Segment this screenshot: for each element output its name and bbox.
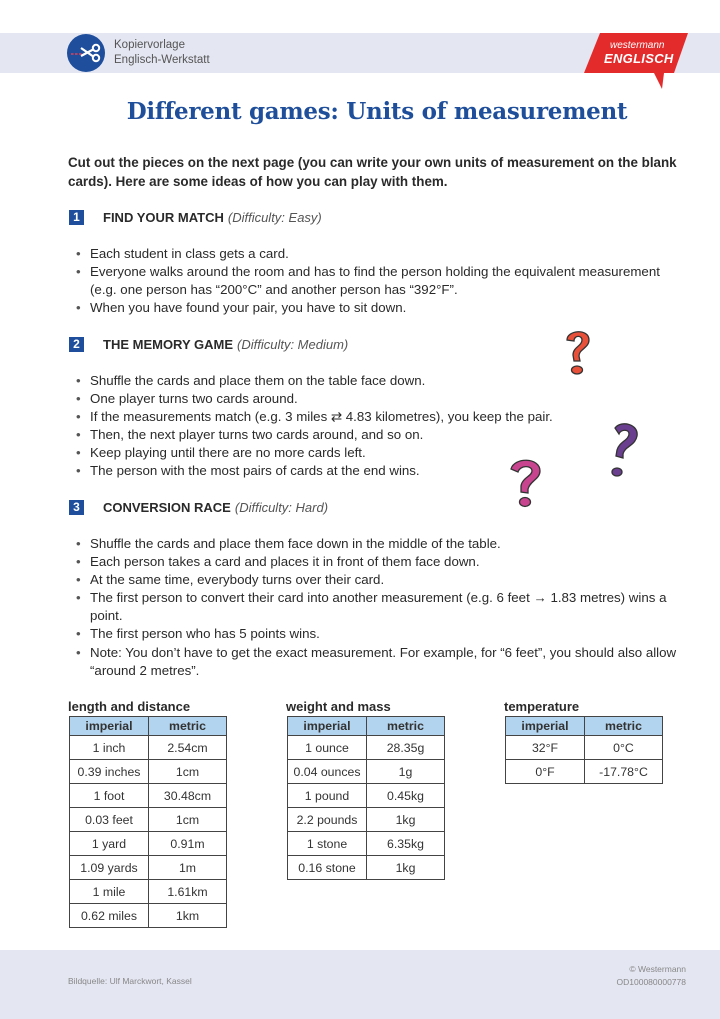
table-row	[70, 808, 227, 832]
length-distance-table	[69, 716, 227, 928]
column-header-metric: metric	[149, 717, 227, 736]
table-header-row	[288, 717, 445, 736]
series-line-2: Englisch-Werkstatt	[114, 54, 210, 66]
column-header-metric: metric	[585, 717, 663, 736]
metric-cell: 1cm	[149, 760, 227, 784]
imperial-cell: 0°F	[506, 760, 585, 784]
table-row	[506, 736, 663, 760]
metric-cell: 1km	[149, 904, 227, 928]
question-mark-icon-purple	[605, 420, 643, 482]
table-row	[70, 856, 227, 880]
imperial-cell: 0.03 feet	[70, 808, 149, 832]
table-row	[506, 760, 663, 784]
image-source-credit: Bildquelle: Ulf Marckwort, Kassel	[68, 976, 192, 986]
weight-mass-table	[287, 716, 445, 880]
imperial-cell: 0.62 miles	[70, 904, 149, 928]
table-row	[288, 760, 445, 784]
column-header-metric: metric	[367, 717, 445, 736]
table-row	[70, 736, 227, 760]
list-item: • If the measurements match (e.g. 3 miles ⇄ 4.83 kilometres), you keep the pair.	[76, 408, 596, 426]
metric-cell: 28.35g	[367, 736, 445, 760]
section-difficulty: (Difficulty: Medium)	[237, 336, 349, 352]
imperial-cell: 1.09 yards	[70, 856, 149, 880]
imperial-cell: 0.16 stone	[288, 856, 367, 880]
list-item: • Keep playing until there are no more cards left.	[76, 444, 596, 462]
section-3-list	[76, 535, 686, 680]
imperial-cell: 0.04 ounces	[288, 760, 367, 784]
list-item: • Everyone walks around the room and has to find the person holding the equivalent measurement (e.g. one person has “200°C” and another person has “392°F”.	[76, 263, 686, 299]
table-header-row	[70, 717, 227, 736]
metric-cell: 0°C	[585, 736, 663, 760]
column-header-imperial: imperial	[70, 717, 149, 736]
page-title: Different games: Units of measurement	[126, 98, 628, 125]
list-item: • Shuffle the cards and place them on the table face down.	[76, 372, 596, 390]
table-caption-length: length and distance	[68, 699, 191, 714]
table-row	[288, 856, 445, 880]
imperial-cell: 2.2 pounds	[288, 808, 367, 832]
section-difficulty: (Difficulty: Easy)	[227, 209, 322, 225]
intro-text: Cut out the pieces on the next page (you can write your own units of measurement on the blank cards). Here are some ideas of how you can play with them.	[68, 155, 677, 189]
section-difficulty: (Difficulty: Hard)	[234, 499, 329, 515]
document-code: OD100080000778	[616, 977, 686, 987]
series-label	[114, 38, 210, 68]
copyright-text: © Westermann	[629, 964, 686, 974]
imperial-cell: 1 pound	[288, 784, 367, 808]
imperial-cell: 1 inch	[70, 736, 149, 760]
section-title: FIND YOUR MATCH	[103, 209, 224, 225]
imperial-cell: 32°F	[506, 736, 585, 760]
metric-cell: 2.54cm	[149, 736, 227, 760]
metric-cell: 1kg	[367, 808, 445, 832]
metric-cell: 1g	[367, 760, 445, 784]
metric-cell: 1kg	[367, 856, 445, 880]
question-mark-icon-pink	[508, 457, 546, 512]
list-item: • The person with the most pairs of cards at the end wins.	[76, 462, 596, 480]
metric-cell: 1m	[149, 856, 227, 880]
temperature-table	[505, 716, 663, 784]
metric-cell: 0.45kg	[367, 784, 445, 808]
imperial-cell: 1 ounce	[288, 736, 367, 760]
section-number-badge: 3	[69, 500, 84, 515]
list-item: • Each person takes a card and places it in front of them face down.	[76, 553, 686, 571]
question-mark-icon-orange	[562, 328, 594, 378]
scissors-logo	[67, 34, 105, 72]
table-caption-weight: weight and mass	[286, 699, 391, 714]
section-title: CONVERSION RACE	[103, 499, 231, 515]
list-item: • When you have found your pair, you have to sit down.	[76, 299, 686, 317]
table-row	[70, 784, 227, 808]
scissors-icon	[67, 34, 105, 72]
table-row	[70, 760, 227, 784]
section-2-heading	[69, 336, 348, 352]
table-header-row	[506, 717, 663, 736]
section-number-badge: 1	[69, 210, 84, 225]
list-item: • The first person who has 5 points wins.	[76, 625, 686, 643]
section-number-badge: 2	[69, 337, 84, 352]
list-item: • At the same time, everybody turns over their card.	[76, 571, 686, 589]
metric-cell: 1cm	[149, 808, 227, 832]
table-row	[70, 880, 227, 904]
metric-cell: 1.61km	[149, 880, 227, 904]
table-row	[288, 736, 445, 760]
column-header-imperial: imperial	[506, 717, 585, 736]
copyright-block	[617, 963, 686, 989]
series-line-1: Kopiervorlage	[114, 39, 185, 51]
section-1-list	[76, 245, 686, 317]
imperial-cell: 1 mile	[70, 880, 149, 904]
metric-cell: -17.78°C	[585, 760, 663, 784]
section-title: THE MEMORY GAME	[103, 336, 234, 352]
metric-cell: 6.35kg	[367, 832, 445, 856]
table-row	[288, 784, 445, 808]
list-item: • Note: You don’t have to get the exact measurement. For example, for “6 feet”, you should also allow “around 2 metres”.	[76, 644, 686, 680]
table-caption-temperature: temperature	[504, 699, 580, 714]
list-item: • The first person to convert their card into another measurement (e.g. 6 feet → 1.83 metres) wins a point.	[76, 589, 686, 625]
table-row	[70, 904, 227, 928]
list-item: • Shuffle the cards and place them face down in the middle of the table.	[76, 535, 686, 553]
column-header-imperial: imperial	[288, 717, 367, 736]
imperial-cell: 1 foot	[70, 784, 149, 808]
table-row	[288, 832, 445, 856]
imperial-cell: 0.39 inches	[70, 760, 149, 784]
section-1-heading	[69, 209, 322, 225]
list-item: • Then, the next player turns two cards around, and so on.	[76, 426, 596, 444]
list-item: • Each student in class gets a card.	[76, 245, 686, 263]
metric-cell: 0.91m	[149, 832, 227, 856]
table-row	[288, 808, 445, 832]
section-3-heading	[69, 499, 328, 515]
list-item: • One player turns two cards around.	[76, 390, 596, 408]
metric-cell: 30.48cm	[149, 784, 227, 808]
table-row	[70, 832, 227, 856]
imperial-cell: 1 stone	[288, 832, 367, 856]
brand-line-2: ENGLISCH	[604, 51, 674, 66]
imperial-cell: 1 yard	[70, 832, 149, 856]
brand-line-1: westermann	[610, 40, 665, 51]
